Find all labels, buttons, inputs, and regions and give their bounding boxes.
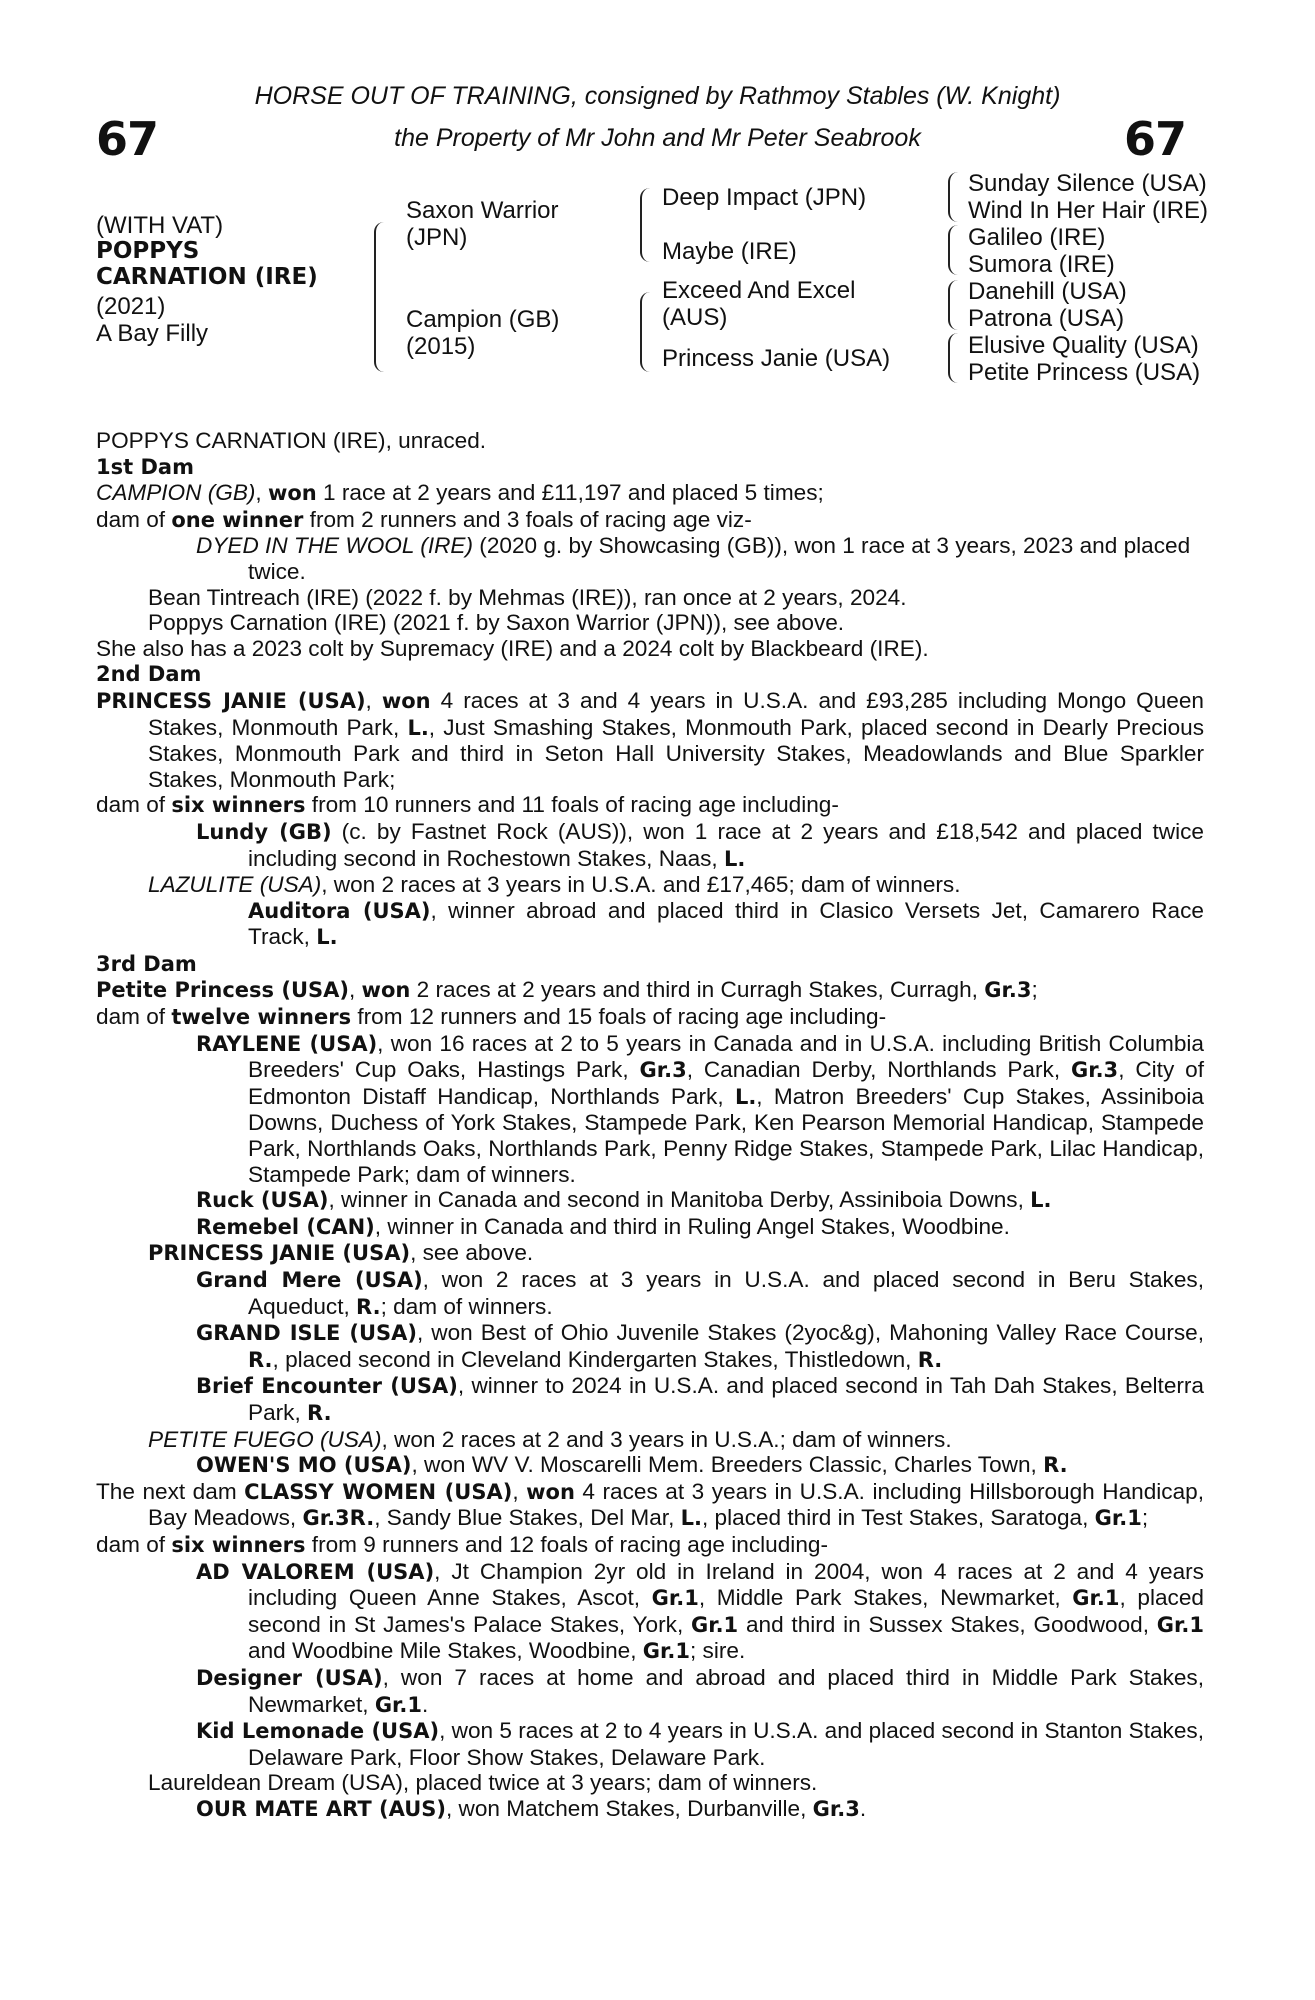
grandproduce-entry: Brief Encounter (USA), winner to 2024 in U.S.A. and placed second in Tah Dah Stakes, Belterra Park, R. [196, 1373, 1204, 1425]
produce-entry: PETITE FUEGO (USA), won 2 races at 2 and 3 years in U.S.A.; dam of winners. [148, 1426, 952, 1452]
produce-entry: Lundy (GB) (c. by Fastnet Rock (AUS)), won 1 race at 2 years and £18,542 and placed twice including second in Rochestown Stakes, Naas, L. [196, 818, 1204, 871]
horse-description: A Bay Filly [96, 320, 209, 347]
horse-name-line2: CARNATION (IRE) [96, 264, 318, 290]
pedigree-brace-3c [948, 280, 960, 330]
produce-entry: LAZULITE (USA), won 2 races at 3 years in U.S.A. and £17,465; dam of winners. [148, 872, 961, 898]
first-dam-record: CAMPION (GB), won 1 race at 2 years and £11,197 and placed 5 times; [96, 480, 824, 506]
next-dam-record: The next dam CLASSY WOMEN (USA), won 4 races at 3 years in U.S.A. including Hillsborough Handicap, Bay Meadows, Gr.3R., Sandy Blue Stakes, Del Mar, L., placed third in Test Stakes, Saratoga, Gr.1; [96, 1478, 1205, 1531]
sire-sire: Deep Impact (JPN) [662, 184, 867, 211]
dam-sire-line1: Exceed And Excel [662, 277, 856, 304]
third-dam-produce-summary: dam of twelve winners from 12 runners and 15 foals of racing age including- [96, 1004, 887, 1030]
dam-name: Campion (GB) [406, 306, 560, 333]
grandproduce-entry: Ruck (USA), winner in Canada and second in Manitoba Derby, Assiniboia Downs, L. [196, 1187, 1052, 1213]
vat-note: (WITH VAT) [96, 212, 224, 239]
produce-entry: AD VALOREM (USA), Jt Champion 2yr old in Ireland in 2004, won 4 races at 2 and 4 years including Queen Anne Stakes, Ascot, Gr.1, Middle Park Stakes, Newmarket, Gr.1, placed second in St James's Palace Stakes, York, Gr.1 and third in Sussex Stakes, Goodwood, Gr.1 and Woodbine Mile Stakes, Woodbine, Gr.1; sire. [196, 1558, 1204, 1664]
pedigree-brace-2a [640, 188, 654, 262]
produce-note: She also has a 2023 colt by Supremacy (IRE) and a 2024 colt by Blackbeard (IRE). [96, 635, 929, 661]
produce-entry: DYED IN THE WOOL (IRE) (2020 g. by Showcasing (GB)), won 1 race at 3 years, 2023 and placed twice. [196, 533, 1191, 584]
first-dam-produce-summary: dam of one winner from 2 runners and 3 foals of racing age viz- [96, 506, 752, 532]
second-dam-record: PRINCESS JANIE (USA), won 4 races at 3 and 4 years in U.S.A. and £93,285 including Mongo Queen Stakes, Monmouth Park, L., Just Smashing Stakes, Monmouth Park, placed second in Dearly Precious Stakes, Monmouth Park and third in Seton Hall University Stakes, Meadowlands and Blue Sparkler Stakes, Monmouth Park; [96, 687, 1205, 792]
horse-name-line1: POPPYS [96, 238, 200, 264]
owner-line: the Property of Mr John and Mr Peter Seabrook [394, 124, 921, 152]
pedigree-brace-2b [640, 292, 654, 372]
lot-number-right: 67 [1124, 112, 1187, 166]
grandproduce-entry: Auditora (USA), winner abroad and placed third in Clasico Versets Jet, Camarero Race Track, L. [248, 897, 1204, 950]
sire-name: Saxon Warrior [406, 197, 559, 224]
grandproduce-entry: GRAND ISLE (USA), won Best of Ohio Juvenile Stakes (2yoc&g), Mahoning Valley Race Course, R., placed second in Cleveland Kindergarten Stakes, Thistledown, R. [196, 1320, 1205, 1372]
section-heading-1st-dam: 1st Dam [96, 454, 194, 479]
produce-entry: PRINCESS JANIE (USA), see above. [148, 1240, 534, 1266]
unraced-line: POPPYS CARNATION (IRE), unraced. [96, 428, 487, 453]
sire-country: (JPN) [406, 224, 468, 251]
produce-entry: RAYLENE (USA), won 16 races at 2 to 5 years in Canada and in U.S.A. including British Columbia Breeders' Cup Oaks, Hastings Park, Gr.3, Canadian Derby, Northlands Park, Gr.3, City of Edmonton Distaff Handicap, Northlands Park, L., Matron Breeders' Cup Stakes, Assiniboia Downs, Duchess of York Stakes, Stampede Park, Ken Pearson Memorial Handicap, Stampede Park, Northlands Oaks, Northlands Park, Penny Ridge Stakes, Stampede Park, Lilac Handicap, Stampede Park; dam of winners. [196, 1030, 1204, 1187]
grandproduce-entry: OUR MATE ART (AUS), won Matchem Stakes, Durbanville, Gr.3. [196, 1795, 867, 1821]
gen3-1: Sunday Silence (USA) [968, 170, 1207, 197]
grandproduce-entry: OWEN'S MO (USA), won WV V. Moscarelli Mem. Breeders Classic, Charles Town, R. [196, 1452, 1068, 1478]
pedigree-brace-1 [374, 222, 390, 372]
section-heading-2nd-dam: 2nd Dam [96, 662, 202, 687]
produce-record [96, 428, 1204, 1822]
grandproduce-entry: Remebel (CAN), winner in Canada and third in Ruling Angel Stakes, Woodbine. [196, 1213, 1010, 1239]
gen3-7: Elusive Quality (USA) [968, 332, 1199, 359]
gen3-4: Sumora (IRE) [968, 251, 1115, 278]
produce-entry: Designer (USA), won 7 races at home and abroad and placed third in Middle Park Stakes, Newmarket, Gr.1. [196, 1664, 1204, 1717]
produce-entry: Laureldean Dream (USA), placed twice at 3 years; dam of winners. [148, 1770, 818, 1796]
horse-year: (2021) [96, 293, 166, 320]
dam-dam: Princess Janie (USA) [662, 345, 891, 372]
produce-entry: Kid Lemonade (USA), won 5 races at 2 to 4 years in U.S.A. and placed second in Stanton Stakes, Delaware Park, Floor Show Stakes, Delaware Park. [196, 1718, 1204, 1770]
produce-entry: Bean Tintreach (IRE) (2022 f. by Mehmas (IRE)), ran once at 2 years, 2024. [148, 584, 907, 610]
gen3-3: Galileo (IRE) [968, 224, 1106, 251]
produce-entry: Poppys Carnation (IRE) (2021 f. by Saxon Warrior (JPN)), see above. [148, 610, 845, 636]
gen3-8: Petite Princess (USA) [968, 359, 1201, 386]
second-dam-produce-summary: dam of six winners from 10 runners and 11 foals of racing age including- [96, 792, 839, 818]
pedigree-brace-3a [948, 172, 960, 222]
pedigree-brace-3b [948, 225, 960, 275]
section-heading-3rd-dam: 3rd Dam [96, 951, 197, 976]
lot-number-left: 67 [96, 112, 159, 166]
consignor-line: HORSE OUT OF TRAINING, consigned by Rathmoy Stables (W. Knight) [254, 82, 1061, 110]
next-dam-produce-summary: dam of six winners from 9 runners and 12 foals of racing age including- [96, 1531, 828, 1557]
dam-year: (2015) [406, 333, 476, 360]
produce-entry: Grand Mere (USA), won 2 races at 3 years in U.S.A. and placed second in Beru Stakes, Aqueduct, R.; dam of winners. [196, 1267, 1204, 1319]
third-dam-record: Petite Princess (USA), won 2 races at 2 years and third in Curragh Stakes, Curragh, Gr.3; [96, 977, 1038, 1003]
pedigree-brace-3d [948, 333, 960, 383]
gen3-2: Wind In Her Hair (IRE) [968, 197, 1209, 224]
gen3-6: Patrona (USA) [968, 305, 1125, 332]
dam-sire-line2: (AUS) [662, 304, 728, 331]
gen3-5: Danehill (USA) [968, 278, 1127, 305]
sire-dam: Maybe (IRE) [662, 238, 797, 265]
